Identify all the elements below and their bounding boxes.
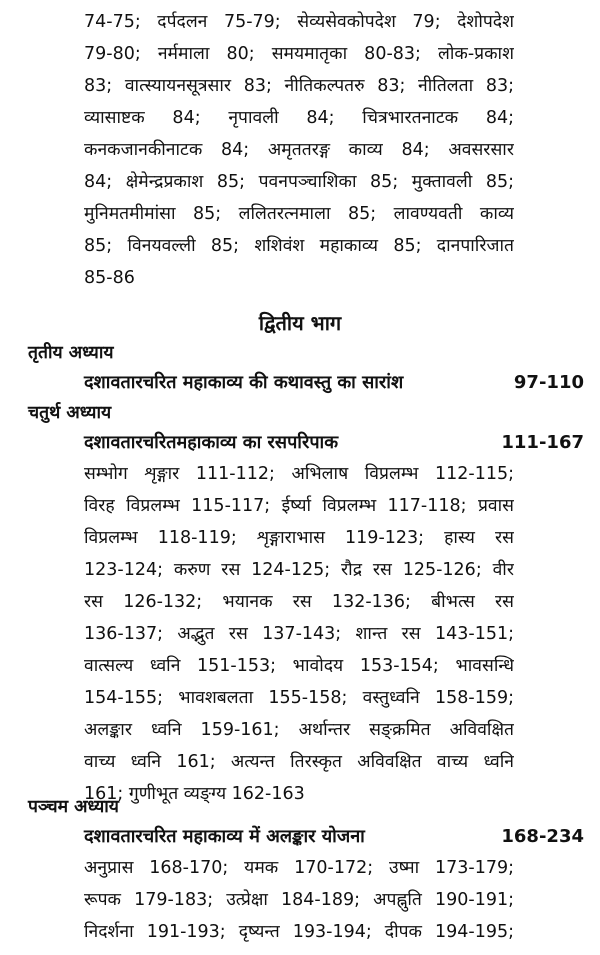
chapter-4-pages: 111-167 xyxy=(501,432,584,453)
text-line: अनुप्रास 168-170; यमक 170-172; उष्मा 173-179; xyxy=(84,858,514,878)
text-line: रस 126-132; भयानक रस 132-136; बीभत्स रस xyxy=(84,592,514,612)
text-line: वाच्य ध्वनि 161; अत्यन्त तिरस्कृत अविवक्षित वाच्य ध्वनि xyxy=(84,752,514,772)
text-line: सम्भोग शृङ्गार 111-112; अभिलाष विप्रलम्भ 112-115; xyxy=(84,464,514,484)
text-line: 85; विनयवल्ली 85; शशिवंश महाकाव्य 85; दानपारिजात xyxy=(84,236,514,256)
chapter-5-contents xyxy=(84,852,514,948)
text-line: विप्रलम्भ 118-119; शृङ्गाराभास 119-123; हास्य रस xyxy=(84,528,514,548)
text-line: 123-124; करुण रस 124-125; रौद्र रस 125-126; वीर xyxy=(84,560,514,580)
text-line: 79-80; नर्ममाला 80; समयमातृका 80-83; लोक-प्रकाश xyxy=(84,44,514,64)
text-line: वात्सल्य ध्वनि 151-153; भावोदय 153-154; भावसन्धि xyxy=(84,656,514,676)
chapter-4-contents xyxy=(84,458,514,810)
text-line: व्यासाष्टक 84; नृपावली 84; चित्रभारतनाटक 84; xyxy=(84,108,514,128)
chapter-5-title: दशावतारचरित महाकाव्य में अलङ्कार योजना xyxy=(84,826,365,847)
chapter-5-title-row xyxy=(84,822,584,852)
text-line: अलङ्कार ध्वनि 159-161; अर्थान्तर सङ्क्रमित अविवक्षित xyxy=(84,720,514,740)
chapter-5-pages: 168-234 xyxy=(501,826,584,847)
chapter-3-pages: 97-110 xyxy=(513,372,584,393)
text-line: 85-86 xyxy=(84,268,135,288)
chapter-5-label: पञ्चम अध्याय xyxy=(28,797,119,817)
chapter-3-label: तृतीय अध्याय xyxy=(28,343,114,363)
text-line: 84; क्षेमेन्द्रप्रकाश 85; पवनपञ्चाशिका 85; मुक्तावली 85; xyxy=(84,172,514,192)
chapter-4-label: चतुर्थ अध्याय xyxy=(28,403,112,423)
chapter-3-title: दशावतारचरित महाकाव्य की कथावस्तु का सारांश xyxy=(84,372,404,393)
chapter-4-title: दशावतारचरितमहाकाव्य का रसपरिपाक xyxy=(84,432,339,453)
text-line: 74-75; दर्पदलन 75-79; सेव्यसेवकोपदेश 79; देशोपदेश xyxy=(84,12,514,32)
text-line: मुनिमतमीमांसा 85; ललितरत्नमाला 85; लावण्यवती काव्य xyxy=(84,204,514,224)
chapter-4-title-row xyxy=(84,428,584,458)
chapter-3-title-row xyxy=(84,368,584,398)
text-line: कनकजानकीनाटक 84; अमृततरङ्ग काव्य 84; अवसरसार xyxy=(84,140,514,160)
text-line: विरह विप्रलम्भ 115-117; ईर्ष्या विप्रलम्भ 117-118; प्रवास xyxy=(84,496,514,516)
text-line: 136-137; अद्भुत रस 137-143; शान्त रस 143-151; xyxy=(84,624,514,644)
part-heading: द्वितीय भाग xyxy=(258,311,342,335)
text-line: 154-155; भावशबलता 155-158; वस्तुध्वनि 158-159; xyxy=(84,688,514,708)
text-line: 161; गुणीभूत व्यङ्ग्य 162-163 xyxy=(84,784,305,804)
text-line: रूपक 179-183; उत्प्रेक्षा 184-189; अपह्नुति 190-191; xyxy=(84,890,514,910)
intro-paragraph xyxy=(84,6,514,294)
text-line: 83; वात्स्यायनसूत्रसार 83; नीतिकल्पतरु 83; नीतिलता 83; xyxy=(84,76,514,96)
text-line: निदर्शना 191-193; दृष्यन्त 193-194; दीपक 194-195; xyxy=(84,922,514,942)
